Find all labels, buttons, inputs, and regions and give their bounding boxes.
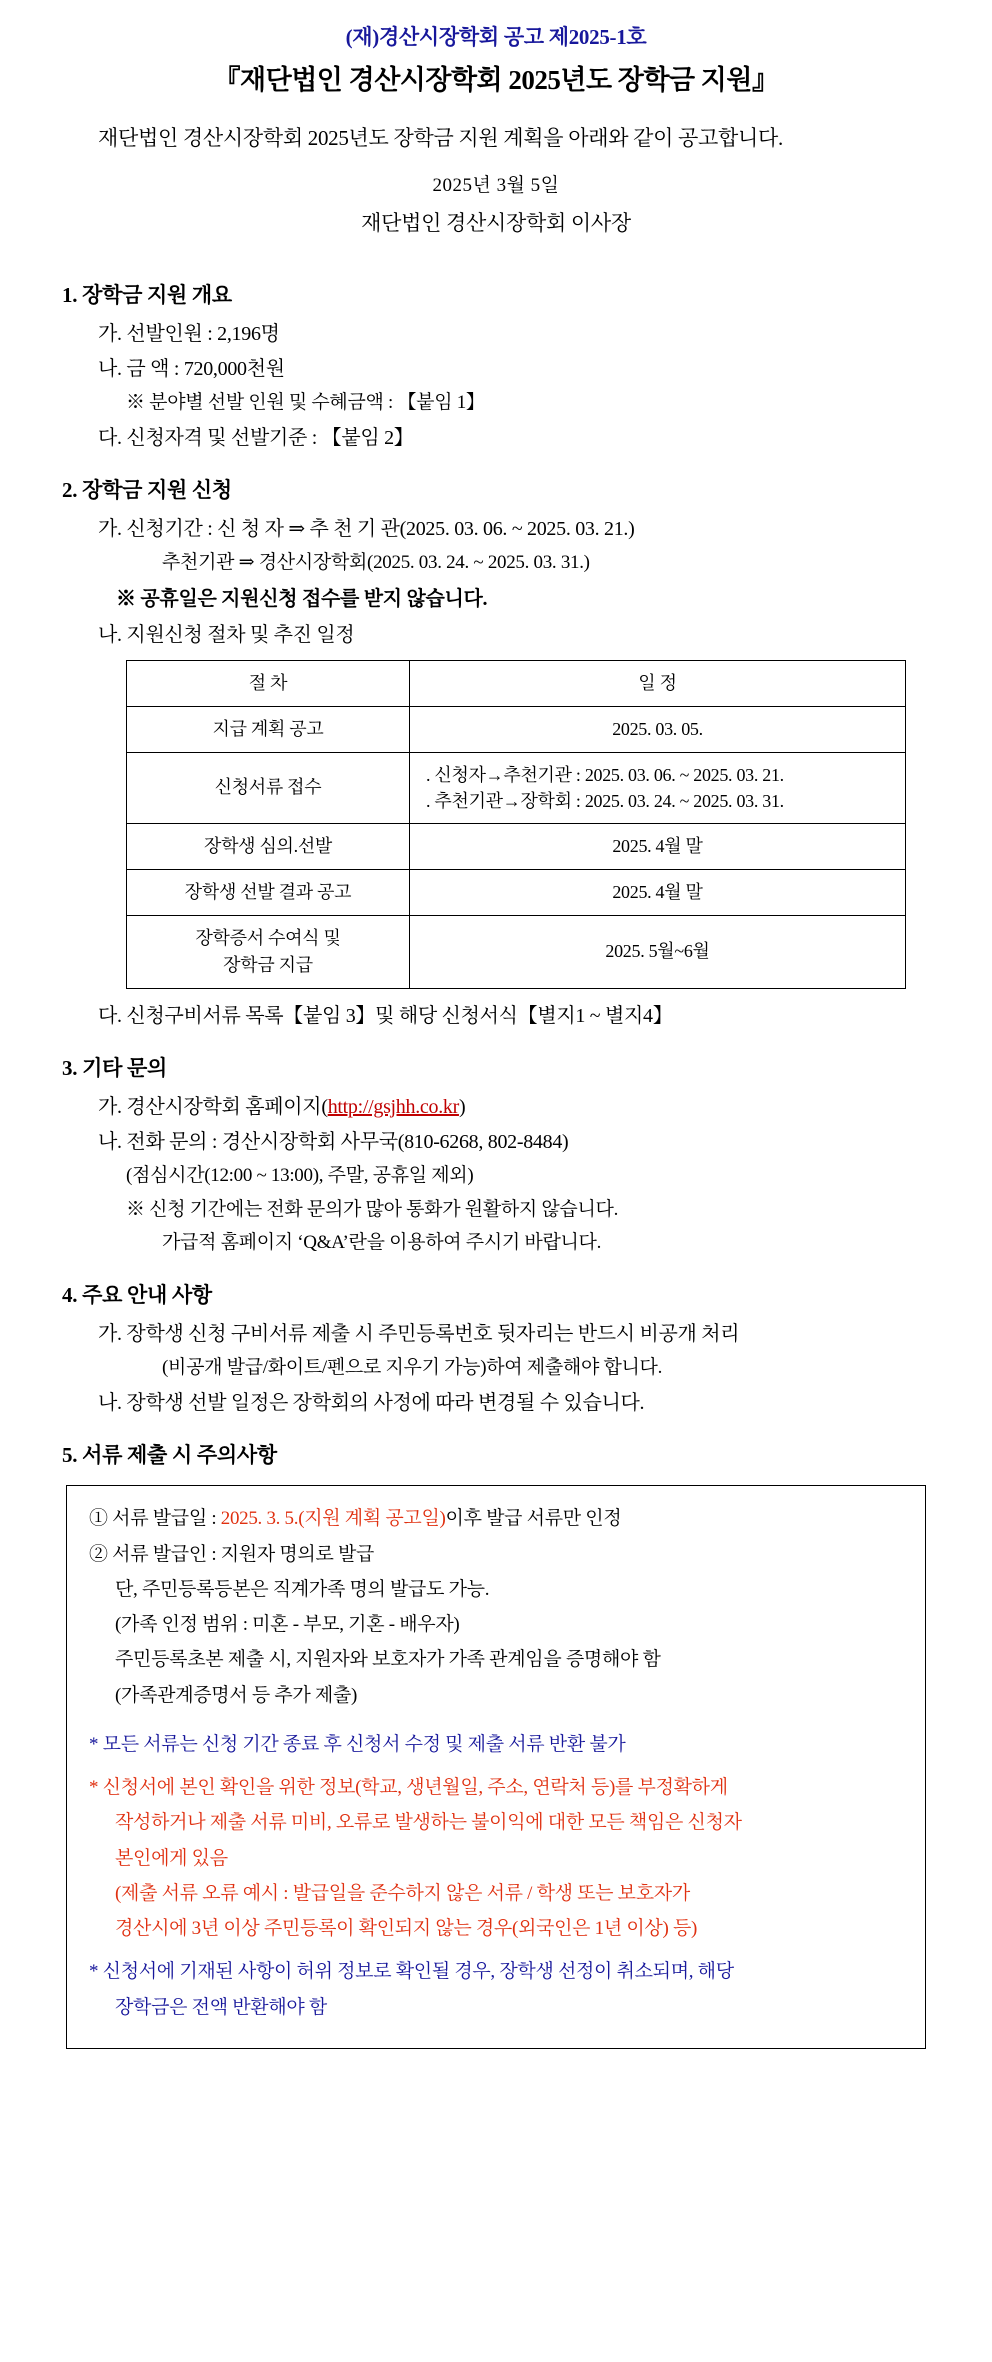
caution-bullet-2-line-2: 작성하거나 제출 서류 미비, 오류로 발생하는 불이익에 대한 모든 책임은 신청자 xyxy=(115,1812,742,1834)
section-overview xyxy=(52,280,940,453)
cell-date xyxy=(410,752,906,823)
table-row xyxy=(127,706,906,752)
guidance-item-2: 나. 장학생 선발 일정은 장학회의 사정에 따라 변경될 수 있습니다. xyxy=(98,1391,645,1414)
caution-item-2-sub-2: (가족 인정 범위 : 미혼 - 부모, 기혼 - 배우자) xyxy=(115,1614,460,1636)
caution-item-1-suffix: 이후 발급 서류만 인정 xyxy=(445,1508,622,1530)
inquiry-note-1: ※ 신청 기간에는 전화 문의가 많아 통화가 원활하지 않습니다. xyxy=(126,1198,619,1220)
homepage-prefix: 가. 경산시장학회 홈페이지( xyxy=(98,1096,328,1119)
cell-step-line: 장학금 지급 xyxy=(223,954,313,975)
guidance-item-1: 가. 장학생 신청 구비서류 제출 시 주민등록번호 뒷자리는 반드시 비공개 처리 xyxy=(98,1323,740,1346)
table-row xyxy=(127,915,906,988)
intro-paragraph xyxy=(52,122,940,156)
application-period-line1: 가. 신청기간 : 신 청 자 ⇒ 추 천 기 관(2025. 03. 06. ~ 2025. 03. 21.) xyxy=(98,518,635,541)
issuing-organization: 재단법인 경산시장학회 이사장 xyxy=(361,211,631,236)
caution-bullet-2-line-1: * 신청서에 본인 확인을 위한 정보(학교, 생년월일, 주소, 연락처 등)를 부정확하게 xyxy=(89,1777,728,1799)
column-header-date: 일 정 xyxy=(410,660,906,706)
cell-step xyxy=(127,915,410,988)
cell-step: 장학생 선발 결과 공고 xyxy=(127,869,410,915)
caution-item-1 xyxy=(89,1502,903,1535)
table-row xyxy=(127,752,906,823)
caution-bullet-2-line-5: 경산시에 3년 이상 주민등록이 확인되지 않는 경우(외국인은 1년 이상) 등) xyxy=(115,1918,698,1940)
homepage-line xyxy=(52,1092,940,1122)
process-label: 나. 지원신청 절차 및 추진 일정 xyxy=(98,623,355,646)
announcement-date: 2025년 3월 5일 xyxy=(432,174,560,196)
table-header-row xyxy=(127,660,906,706)
schedule-table-body xyxy=(127,706,906,988)
page-title: 『재단법인 경산시장학회 2025년도 장학금 지원』 xyxy=(213,64,779,95)
section-title: 4. 주요 안내 사항 xyxy=(62,1282,212,1307)
section-application xyxy=(52,475,940,1031)
caution-item-1-prefix: ① 서류 발급일 : xyxy=(89,1508,221,1530)
section-title: 3. 기타 문의 xyxy=(62,1055,167,1080)
section-main-guidance xyxy=(52,1280,940,1418)
cell-step: 지급 계획 공고 xyxy=(127,706,410,752)
phone-line: 나. 전화 문의 : 경산시장학회 사무국(810-6268, 802-8484) xyxy=(98,1131,569,1154)
cell-step-line: 장학증서 수여식 및 xyxy=(195,927,341,948)
caution-bullet-2-line-4: (제출 서류 오류 예시 : 발급일을 준수하지 않은 서류 / 학생 또는 보호자가 xyxy=(115,1882,690,1904)
overview-item-criteria: 다. 신청자격 및 선발기준 : 【붙임 2】 xyxy=(98,426,414,449)
caution-bullet-3-line-2: 장학금은 전액 반환해야 함 xyxy=(115,1996,327,2018)
holiday-notice: ※ 공휴일은 지원신청 접수를 받지 않습니다. xyxy=(116,587,488,610)
cell-date: 2025. 4월 말 xyxy=(410,869,906,915)
section-submission-cautions xyxy=(52,1440,940,2049)
inquiry-note-2: 가급적 홈페이지 ‘Q&A’란을 이용하여 주시기 바랍니다. xyxy=(162,1232,602,1254)
overview-item-count: 가. 선발인원 : 2,196명 xyxy=(98,323,280,346)
schedule-table xyxy=(126,660,906,989)
schedule-table-wrapper xyxy=(52,660,940,989)
table-row xyxy=(127,869,906,915)
section-title: 5. 서류 제출 시 주의사항 xyxy=(62,1442,277,1467)
caution-item-2-sub-4: (가족관계증명서 등 추가 제출) xyxy=(115,1684,358,1706)
spacer xyxy=(89,1763,903,1771)
caution-item-1-highlight: 2025. 3. 5.(지원 계획 공고일) xyxy=(220,1508,446,1530)
caution-bullet-1: * 모든 서류는 신청 기간 종료 후 신청서 수정 및 제출 서류 반환 불가 xyxy=(89,1733,626,1755)
homepage-suffix: ) xyxy=(458,1096,466,1119)
cell-date: 2025. 4월 말 xyxy=(410,823,906,869)
overview-item-amount: 나. 금 액 : 720,000천원 xyxy=(98,358,285,381)
caution-item-2-sub-3: 주민등록초본 제출 시, 지원자와 보호자가 가족 관계임을 증명해야 함 xyxy=(115,1649,661,1671)
caution-item-2: ② 서류 발급인 : 지원자 명의로 발급 xyxy=(89,1543,375,1565)
caution-item-2-sub-1: 단, 주민등록등본은 직계가족 명의 발급도 가능. xyxy=(115,1578,490,1600)
spacer xyxy=(89,1714,903,1728)
table-row xyxy=(127,823,906,869)
guidance-item-1-cont: (비공개 발급/화이트/펜으로 지우기 가능)하여 제출해야 합니다. xyxy=(162,1357,663,1379)
document-number: (재)경산시장학회 공고 제2025-1호 xyxy=(345,25,647,49)
caution-bullet-2-line-3: 본인에게 있음 xyxy=(115,1847,228,1869)
phone-hours-line: (점심시간(12:00 ~ 13:00), 주말, 공휴일 제외) xyxy=(126,1165,474,1187)
spacer xyxy=(89,1947,903,1955)
cell-step: 신청서류 접수 xyxy=(127,752,410,823)
caution-bullet-3-line-1: * 신청서에 기재된 사항이 허위 정보로 확인될 경우, 장학생 선정이 취소되며, 해당 xyxy=(89,1961,734,1983)
homepage-link[interactable]: http://gsjhh.co.kr xyxy=(327,1096,459,1119)
section-title: 2. 장학금 지원 신청 xyxy=(62,477,232,502)
section-inquiry xyxy=(52,1053,940,1258)
overview-note-attachment1: ※ 분야별 선발 인원 및 수혜금액 : 【붙임 1】 xyxy=(126,392,485,414)
application-period-line2: 추천기관 ⇒ 경산시장학회(2025. 03. 24. ~ 2025. 03. 31.) xyxy=(162,552,590,574)
cell-date: 2025. 5월~6월 xyxy=(410,915,906,988)
intro-text: 재단법인 경산시장학회 2025년도 장학금 지원 계획을 아래와 같이 공고합니다. xyxy=(98,126,783,150)
cautions-box xyxy=(66,1485,926,2049)
cell-date-line: . 신청자→추천기관 : 2025. 03. 06. ~ 2025. 03. 21. xyxy=(426,764,784,785)
required-documents-label: 다. 신청구비서류 목록【붙임 3】및 해당 신청서식【별지1 ~ 별지4】 xyxy=(98,1004,673,1027)
cell-step: 장학생 심의.선발 xyxy=(127,823,410,869)
cell-date: 2025. 03. 05. xyxy=(410,706,906,752)
cell-date-line: . 추천기관→장학회 : 2025. 03. 24. ~ 2025. 03. 31. xyxy=(426,790,784,811)
section-title: 1. 장학금 지원 개요 xyxy=(62,282,232,307)
column-header-step: 절 차 xyxy=(127,660,410,706)
